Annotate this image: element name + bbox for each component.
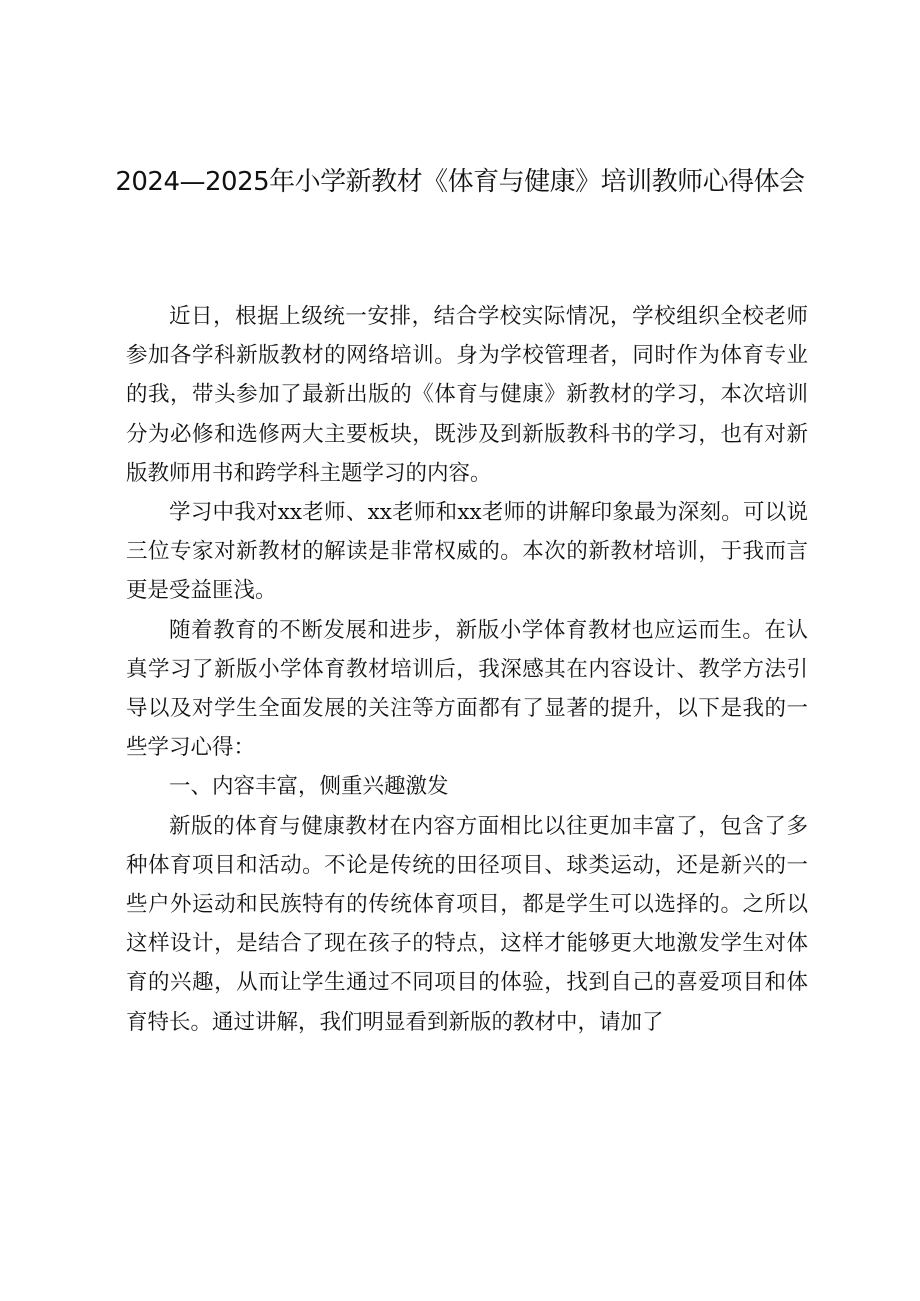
paragraph-experts: 学习中我对xx老师、xx老师和xx老师的讲解印象最为深刻。可以说三位专家对新教材的解读是非常权威的。本次的新教材培训，于我而言更是受益匪浅。 (126, 500, 808, 604)
section-heading-1: 一、内容丰富，侧重兴趣激发 (169, 774, 449, 800)
paragraph-development: 随着教育的不断发展和进步，新版小学体育教材也应运而生。在认真学习了新版小学体育教材培训后，我深感其在内容设计、教学方法引导以及对学生全面发展的关注等方面都有了显著的提升，以下是我的一些学习心得： (126, 617, 808, 761)
paragraph-content-rich: 新版的体育与健康教材在内容方面相比以往更加丰富了，包含了多种体育项目和活动。不论是传统的田径项目、球类运动，还是新兴的一些户外运动和民族特有的传统体育项目，都是学生可以选择的。之所以这样设计，是结合了现在孩子的特点，这样才能够更大地激发学生对体育的兴趣，从而让学生通过不同项目的体验，找到自己的喜爱项目和体育特长。通过讲解，我们明显看到新版的教材中，请加了 (126, 813, 808, 1035)
document-title: 2024—2025年小学新教材《体育与健康》培训教师心得体会 (115, 167, 805, 197)
document-body (126, 297, 808, 1042)
paragraph-intro: 近日，根据上级统一安排，结合学校实际情况，学校组织全校老师参加各学科新版教材的网络培训。身为学校管理者，同时作为体育专业的我，带头参加了最新出版的《体育与健康》新教材的学习，本次培训分为必修和选修两大主要板块，既涉及到新版教科书的学习，也有对新版教师用书和跨学科主题学习的内容。 (126, 304, 808, 486)
